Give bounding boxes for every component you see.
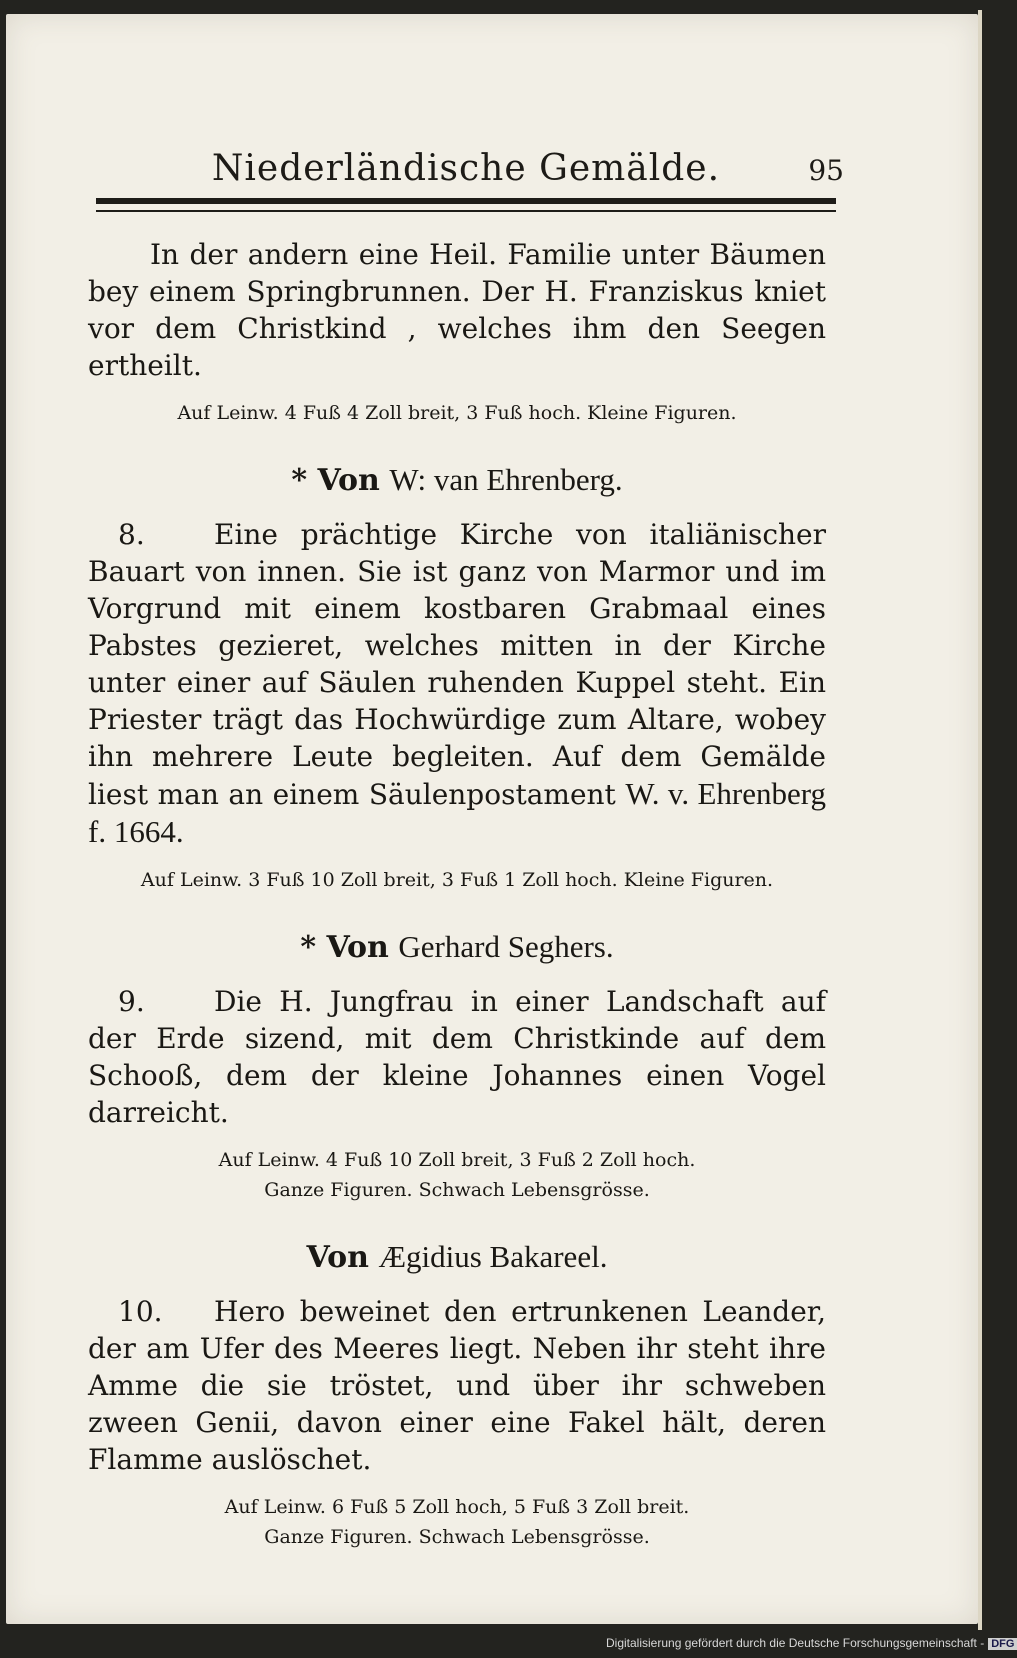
page-header — [96, 148, 844, 192]
artist-heading — [88, 929, 826, 965]
artist-name: Gerhard Seghers. — [398, 929, 614, 964]
entry-text: Hero beweinet den ertrunkenen Leander, der am Ufer des Meeres liegt. Neben ihr steht ihre Amme die sie tröstet, und über ihr schweben zween Genii, davon einer eine Fakel hält, deren Flamme auslöschet. — [88, 1295, 826, 1476]
intro-paragraph: In der andern eine Heil. Familie unter Bäumen bey einem Springbrunnen. Der H. Franziskus kniet vor dem Christkind , welches ihm den Seegen ertheilt. — [88, 238, 826, 382]
artist-heading — [88, 1239, 826, 1275]
artist-name: Ægidius Bakareel. — [378, 1239, 608, 1274]
page-number: 95 — [808, 154, 844, 187]
page-content — [88, 236, 826, 1552]
intro-note: Auf Leinw. 4 Fuß 4 Zoll breit, 3 Fuß hoch. Kleine Figuren. — [177, 402, 737, 424]
entry-text: Eine prächtige Kirche von italiänischer Bauart von innen. Sie ist ganz von Marmor und im Vorgrund mit einem kostbaren Grabmaal eines Pabstes gezieret, welches mitten in der Kirche unter einer auf Säulen ruhenden Kuppel steht. Ein Priester trägt das Hochwürdige zum Altare, wobey ihn mehrere Leute begleiten. Auf dem Gemälde liest man an einem Säulenpostament — [88, 518, 826, 811]
entry-note-line2: Ganze Figuren. Schwach Lebensgrösse. — [264, 1179, 650, 1201]
artist-name: W: van Ehrenberg. — [389, 462, 623, 497]
credit-text: Digitalisierung gefördert durch die Deutsche Forschungsgemeinschaft - — [606, 1636, 985, 1650]
entry-signature: W. v. Ehrenberg f. 1664. — [88, 776, 826, 849]
entry-number: 10. — [118, 1295, 163, 1328]
entry-8 — [88, 462, 826, 895]
entry-paragraph — [88, 1293, 826, 1478]
entry-note-line1: Auf Leinw. 4 Fuß 10 Zoll breit, 3 Fuß 2 Zoll hoch. — [218, 1149, 696, 1171]
entry-paragraph — [88, 983, 826, 1131]
header-rule-thick — [96, 198, 836, 204]
digitization-credit — [606, 1636, 1017, 1654]
entry-10 — [88, 1239, 826, 1552]
entry-note-line2: Ganze Figuren. Schwach Lebensgrösse. — [264, 1526, 650, 1548]
entry-note — [88, 1492, 826, 1552]
heading-lead: * Von — [291, 463, 380, 498]
entry-note-line1: Auf Leinw. 6 Fuß 5 Zoll hoch, 5 Fuß 3 Zoll breit. — [224, 1496, 690, 1518]
heading-lead: * Von — [300, 930, 389, 965]
entry-note: Auf Leinw. 3 Fuß 10 Zoll breit, 3 Fuß 1 Zoll hoch. Kleine Figuren. — [140, 869, 774, 891]
entry-9 — [88, 929, 826, 1205]
entry-paragraph — [88, 516, 826, 851]
entry-text: Die H. Jungfrau in einer Landschaft auf der Erde sizend, mit dem Christkinde auf dem Schooß, dem der kleine Johannes einen Vogel darreicht. — [88, 985, 826, 1129]
entry-number: 9. — [118, 985, 145, 1018]
page-edge — [978, 10, 982, 1630]
running-head: Niederländische Gemälde. — [211, 148, 721, 189]
header-rule-thin — [96, 210, 836, 212]
entry-number: 8. — [118, 518, 145, 551]
heading-lead: Von — [306, 1240, 369, 1275]
artist-heading — [88, 462, 826, 498]
dfg-logo: DFG — [988, 1638, 1017, 1650]
entry-note — [88, 1145, 826, 1205]
